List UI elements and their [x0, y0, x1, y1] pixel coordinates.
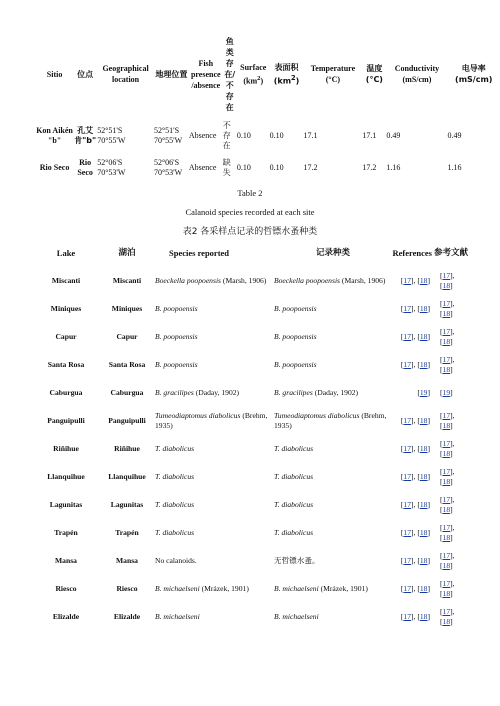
site-cond: 1.16	[386, 163, 401, 172]
reference-link[interactable]: 17	[403, 584, 412, 593]
species-italic-zh: T. diabolicus	[274, 472, 314, 481]
species-authority-zh: 无哲镖水蚤。	[274, 556, 320, 565]
species-italic-zh: B. michaelseni	[274, 584, 319, 593]
reference-link[interactable]: 17	[442, 495, 451, 504]
table-title-zh: 表2 各采样点记录的哲镖水蚤种类	[182, 227, 318, 237]
lake-name-zh: Llanquihue	[108, 472, 146, 481]
header-surface-zh: 表面积 $(km^2)$	[273, 62, 300, 86]
species-italic-zh: T. diabolicus	[274, 444, 314, 453]
reference: [18]	[440, 365, 453, 374]
species-reported	[155, 379, 274, 407]
references: [17], [18]	[400, 472, 430, 481]
table-row	[33, 407, 468, 435]
reference-link[interactable]: 17	[403, 612, 412, 621]
header-lake-zh: 湖泊	[118, 247, 136, 258]
reference: [17]	[400, 332, 414, 341]
header-site-zh: 位点	[77, 69, 94, 79]
site-temp: 17.1	[303, 131, 318, 140]
site-location-zh: 52°06'S 70°53'W	[153, 158, 183, 177]
reference: [18]	[440, 337, 453, 346]
species-table	[33, 239, 468, 631]
species-reported-zh	[274, 547, 392, 575]
reference-link[interactable]: 18	[419, 612, 428, 621]
table-row	[33, 491, 468, 519]
reference: [18]	[417, 528, 430, 537]
reference: [18]	[440, 477, 453, 486]
reference: [19]	[417, 388, 430, 397]
lake-name-zh: Mansa	[116, 556, 138, 565]
lake-name: Riñihue	[53, 444, 79, 453]
lake-name: Miniques	[50, 304, 82, 313]
reference: [17]	[400, 360, 414, 369]
reference: [17]	[400, 528, 414, 537]
reference-link[interactable]: 18	[442, 309, 451, 318]
reference-link[interactable]: 17	[403, 444, 412, 453]
species-reported	[155, 351, 274, 379]
species-reported	[155, 435, 274, 463]
reference: [18]	[440, 449, 453, 458]
header-species: Species reported	[169, 247, 230, 258]
reference: [17]	[440, 411, 453, 420]
reference: [17]	[440, 467, 453, 476]
species-italic: B. michaelseni	[155, 612, 200, 621]
reference: [18]	[417, 444, 430, 453]
lake-name: Elizalde	[52, 612, 80, 621]
species-authority-zh: (Marsh, 1906)	[340, 276, 386, 285]
reference: [18]	[417, 360, 430, 369]
header-fish-zh: 鱼类存在/不存在	[224, 36, 236, 112]
reference-link[interactable]: 18	[442, 449, 451, 458]
reference: [18]	[417, 556, 430, 565]
reference-link[interactable]: 17	[442, 467, 451, 476]
lake-name: Mansa	[55, 556, 77, 565]
reference: [17]	[440, 551, 453, 560]
species-authority-zh: (Brehm, 1935)	[274, 411, 387, 430]
reference: [17]	[400, 444, 414, 453]
reference: [18]	[417, 584, 430, 593]
reference-link[interactable]: 18	[419, 556, 428, 565]
species-italic-zh: B. poopoensis	[274, 360, 317, 369]
reference-link[interactable]: 17	[403, 332, 412, 341]
site-fish-zh: 缺失	[222, 158, 231, 177]
reference-link[interactable]: 17	[403, 472, 412, 481]
header-lake: Lake	[56, 247, 76, 258]
reference-link[interactable]: 18	[419, 276, 428, 285]
species-reported-zh	[274, 407, 392, 435]
species-authority: (Brehm, 1935)	[155, 411, 268, 430]
references-zh: [17], [18]	[440, 495, 455, 514]
site-temp: 17.2	[303, 163, 318, 172]
reference-link[interactable]: 17	[403, 556, 412, 565]
references-zh: [17], [18]	[440, 523, 455, 542]
references: [17], [18]	[400, 444, 430, 453]
reference-link[interactable]: 18	[442, 365, 451, 374]
references-zh: [17], [18]	[440, 439, 455, 458]
reference-link[interactable]: 17	[403, 360, 412, 369]
species-italic: B. gracilipes	[155, 388, 194, 397]
references: [17], [18]	[400, 332, 430, 341]
lake-name-zh: Panguipulli	[108, 416, 146, 425]
species-authority: No calanoids.	[155, 556, 197, 565]
lake-name-zh: Santa Rosa	[108, 360, 146, 369]
reference: [17]	[440, 271, 453, 280]
table-row	[33, 519, 468, 547]
lake-name-zh: Caburgua	[110, 388, 144, 397]
species-reported-zh	[274, 575, 392, 603]
site-surface: 0.10	[236, 163, 251, 172]
reference: [17]	[440, 579, 453, 588]
site-cond: 0.49	[386, 131, 401, 140]
table-row	[33, 267, 468, 295]
species-italic-zh: T. diabolicus	[274, 500, 314, 509]
reference: [18]	[417, 304, 430, 313]
reference: [18]	[440, 309, 453, 318]
header-geo-zh: 地理位置	[155, 69, 188, 79]
site-fish-zh: 不存在	[222, 121, 231, 150]
reference: [19]	[440, 388, 453, 397]
species-reported-zh	[274, 491, 392, 519]
header-surface: Surface $(km^2)$	[240, 62, 267, 86]
species-reported-zh	[274, 463, 392, 491]
reference: [17]	[440, 523, 453, 532]
species-authority-zh: (Mrázek, 1901)	[318, 584, 368, 593]
lake-name-zh: Riesco	[116, 584, 138, 593]
lake-name: Capur	[55, 332, 77, 341]
reference-link[interactable]: 17	[442, 439, 451, 448]
species-italic-zh: Boeckella poopoensis	[274, 276, 341, 285]
reference: [17]	[400, 584, 414, 593]
species-italic: T. diabolicus	[155, 472, 195, 481]
reference: [17]	[400, 500, 414, 509]
table-row	[33, 351, 468, 379]
lake-name-zh: Miscanti	[112, 276, 142, 285]
references-zh: [17], [18]	[440, 551, 455, 570]
species-authority: (Marsh, 1906)	[221, 276, 267, 285]
references: [17], [18]	[400, 584, 430, 593]
lake-name: Trapén	[54, 528, 78, 537]
species-italic: T. diabolicus	[155, 500, 195, 509]
reference-link[interactable]: 17	[403, 276, 412, 285]
references-zh: [17], [18]	[440, 467, 455, 486]
reference: [17]	[440, 355, 453, 364]
species-italic-zh: B. gracilipes	[274, 388, 313, 397]
site-table	[36, 30, 500, 182]
lake-name: Lagunitas	[49, 500, 83, 509]
site-fish: Absence	[188, 163, 217, 172]
site-name: Kon Aikén "b"	[36, 126, 73, 145]
species-reported	[155, 491, 274, 519]
species-reported-zh	[274, 379, 392, 407]
references-zh: [17], [18]	[440, 607, 455, 626]
site-row	[36, 118, 500, 154]
species-reported-zh	[274, 323, 392, 351]
species-reported	[155, 463, 274, 491]
lake-name-zh: Riñihue	[114, 444, 140, 453]
reference: [17]	[440, 299, 453, 308]
species-italic: B. poopoensis	[155, 304, 198, 313]
header-temp-zh: 温度(°C)	[365, 64, 383, 84]
reference-link[interactable]: 17	[403, 500, 412, 509]
references: [17], [18]	[400, 416, 430, 425]
references: [17], [18]	[400, 500, 430, 509]
reference: [18]	[440, 421, 453, 430]
site-location-zh: 52°51'S 70°55'W	[153, 126, 183, 145]
reference: [17]	[400, 612, 414, 621]
lake-name: Miscanti	[51, 276, 81, 285]
reference-link[interactable]: 17	[442, 299, 451, 308]
site-temp-zh: 17.2	[362, 163, 377, 172]
reference-link[interactable]: 18	[419, 332, 428, 341]
species-italic-zh: B. poopoensis	[274, 304, 317, 313]
header-cond: Conductivity (mS/cm)	[394, 64, 440, 84]
species-authority: (Mrázek, 1901)	[199, 584, 249, 593]
reference: [18]	[417, 472, 430, 481]
reference: [18]	[417, 500, 430, 509]
species-italic: B. poopoensis	[155, 360, 198, 369]
species-reported-zh	[274, 603, 392, 631]
species-reported	[155, 547, 274, 575]
reference-link[interactable]: 18	[442, 505, 451, 514]
table-row	[33, 323, 468, 351]
references-zh: [17], [18]	[440, 355, 455, 374]
site-cond-zh: 1.16	[447, 163, 462, 172]
site-row	[36, 154, 500, 182]
header-cond-zh: 电导率(mS/cm)	[455, 64, 493, 84]
species-reported	[155, 295, 274, 323]
references: [17], [18]	[400, 360, 430, 369]
reference-link[interactable]: 17	[442, 271, 451, 280]
reference-link[interactable]: 17	[442, 579, 451, 588]
reference-link[interactable]: 19	[442, 388, 451, 397]
species-reported	[155, 267, 274, 295]
reference: [18]	[440, 505, 453, 514]
species-italic-zh: B. michaelseni	[274, 612, 319, 621]
reference-link[interactable]: 18	[419, 416, 428, 425]
site-location: 52°51'S 70°55'W	[97, 126, 126, 145]
table-title: Calanoid species recorded at each site	[185, 207, 315, 217]
reference-link[interactable]: 18	[419, 360, 428, 369]
site-name-zh: 孔艾肯"b"	[74, 126, 97, 145]
table-label: Table 2	[237, 188, 263, 198]
species-italic: T. diabolicus	[155, 528, 195, 537]
reference-link[interactable]: 18	[442, 337, 451, 346]
species-reported-zh	[274, 267, 392, 295]
reference-link[interactable]: 17	[442, 411, 451, 420]
header-refs-zh: 参考文献	[434, 247, 469, 258]
reference: [18]	[440, 281, 453, 290]
reference-link[interactable]: 18	[419, 584, 428, 593]
reference: [18]	[417, 416, 430, 425]
reference-link[interactable]: 17	[403, 416, 412, 425]
header-temp: Temperature (°C)	[310, 64, 356, 84]
reference: [18]	[417, 332, 430, 341]
site-surface-zh: 0.10	[269, 131, 284, 140]
references: [17], [18]	[400, 276, 430, 285]
species-reported-zh	[274, 295, 392, 323]
reference-link[interactable]: 18	[442, 533, 451, 542]
table-row	[33, 463, 468, 491]
lake-name: Llanquihue	[47, 472, 85, 481]
header-fish: Fish presence /absence	[190, 58, 221, 90]
reference-link[interactable]: 18	[419, 304, 428, 313]
lake-name: Santa Rosa	[47, 360, 85, 369]
reference-link[interactable]: 17	[442, 551, 451, 560]
species-reported	[155, 603, 274, 631]
reference-link[interactable]: 18	[442, 281, 451, 290]
reference-link[interactable]: 17	[442, 607, 451, 616]
reference: [17]	[440, 327, 453, 336]
reference-link[interactable]: 17	[442, 327, 451, 336]
species-reported	[155, 407, 274, 435]
lake-name-zh: Miniques	[111, 304, 143, 313]
reference-link[interactable]: 18	[442, 477, 451, 486]
site-name: Rio Seco	[39, 163, 70, 172]
reference: [17]	[400, 276, 414, 285]
species-reported-zh	[274, 351, 392, 379]
table-row	[33, 547, 468, 575]
species-reported-zh	[274, 519, 392, 547]
reference: [17]	[400, 556, 414, 565]
reference-link[interactable]: 17	[403, 528, 412, 537]
references-zh: [17], [18]	[440, 327, 455, 346]
species-italic: T. diabolicus	[155, 444, 195, 453]
reference-link[interactable]: 17	[442, 355, 451, 364]
reference-link[interactable]: 18	[419, 472, 428, 481]
site-name-zh: Rio Seco	[77, 158, 93, 177]
species-italic: B. michaelseni	[155, 584, 200, 593]
species-authority: (Daday, 1902)	[193, 388, 240, 397]
reference-link[interactable]: 17	[442, 523, 451, 532]
header-species-zh: 记录种类	[316, 247, 351, 258]
header-site: Sitio	[46, 69, 63, 79]
references: [17], [18]	[400, 612, 430, 621]
species-italic: B. poopoensis	[155, 332, 198, 341]
reference: [18]	[440, 617, 453, 626]
reference: [17]	[400, 472, 414, 481]
reference: [18]	[440, 533, 453, 542]
reference-link[interactable]: 18	[442, 561, 451, 570]
table-row	[33, 603, 468, 631]
references-zh	[434, 379, 468, 407]
reference-link[interactable]: 18	[442, 589, 451, 598]
reference: [18]	[440, 561, 453, 570]
reference: [17]	[440, 495, 453, 504]
references-zh: [17], [18]	[440, 299, 455, 318]
species-table-header	[33, 239, 468, 267]
species-italic-zh: B. poopoensis	[274, 332, 317, 341]
species-italic: Boeckella poopoensis	[155, 276, 222, 285]
lake-name-zh: Elizalde	[113, 612, 141, 621]
species-italic-zh: Tumeodiaptomus diabolicus	[274, 411, 360, 420]
species-italic: Tumeodiaptomus diabolicus	[155, 411, 241, 420]
lake-name-zh: Trapén	[115, 528, 139, 537]
reference-link[interactable]: 18	[419, 500, 428, 509]
site-surface: 0.10	[236, 131, 251, 140]
reference-link[interactable]: 17	[403, 304, 412, 313]
reference: [17]	[400, 304, 414, 313]
references: [17], [18]	[400, 304, 430, 313]
references: [17], [18]	[400, 528, 430, 537]
site-fish: Absence	[188, 131, 217, 140]
reference: [18]	[417, 612, 430, 621]
reference: [18]	[440, 589, 453, 598]
table-row	[33, 435, 468, 463]
references-zh: [17], [18]	[440, 579, 455, 598]
species-reported	[155, 323, 274, 351]
lake-name: Riesco	[55, 584, 77, 593]
reference: [17]	[440, 607, 453, 616]
references-zh: [17], [18]	[440, 271, 455, 290]
species-italic-zh: T. diabolicus	[274, 528, 314, 537]
header-refs: References	[392, 247, 432, 258]
references: [17], [18]	[400, 556, 430, 565]
references-zh: [17], [18]	[440, 411, 455, 430]
site-surface-zh: 0.10	[269, 163, 284, 172]
header-geo: Geographical location	[102, 64, 149, 84]
reference-link[interactable]: 18	[442, 421, 451, 430]
site-location: 52°06'S 70°53'W	[97, 158, 126, 177]
table-row	[33, 575, 468, 603]
lake-name-zh: Capur	[116, 332, 138, 341]
reference: [18]	[417, 276, 430, 285]
table-row	[33, 379, 468, 407]
reference: [17]	[440, 439, 453, 448]
species-reported	[155, 519, 274, 547]
species-authority-zh: (Daday, 1902)	[312, 388, 359, 397]
reference: [17]	[400, 416, 414, 425]
reference-link[interactable]: 18	[442, 617, 451, 626]
reference-link[interactable]: 19	[419, 388, 428, 397]
lake-name-zh: Lagunitas	[110, 500, 144, 509]
reference-link[interactable]: 18	[419, 444, 428, 453]
lake-name: Caburgua	[49, 388, 83, 397]
reference-link[interactable]: 18	[419, 528, 428, 537]
table-row	[33, 295, 468, 323]
species-reported-zh	[274, 435, 392, 463]
site-table-header	[36, 30, 500, 118]
lake-name: Panguipulli	[47, 416, 85, 425]
site-cond-zh: 0.49	[447, 131, 462, 140]
site-temp-zh: 17.1	[362, 131, 377, 140]
references	[392, 379, 434, 407]
species-reported	[155, 575, 274, 603]
